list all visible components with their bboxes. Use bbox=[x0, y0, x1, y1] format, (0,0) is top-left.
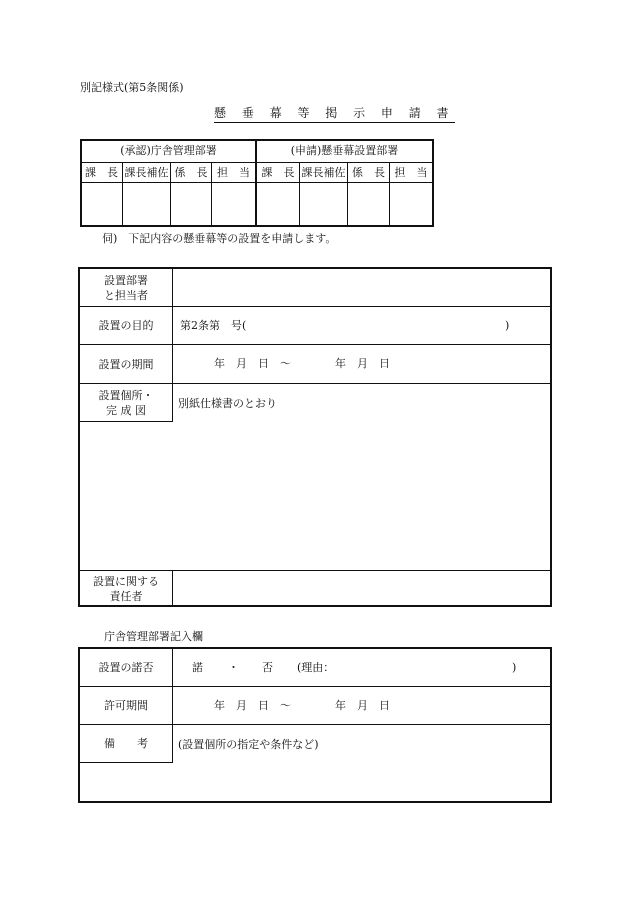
label-line: 責任者 bbox=[109, 589, 143, 603]
remarks-value: (設置個所の指定や条件など) bbox=[178, 738, 319, 751]
main-form-hline bbox=[79, 421, 173, 422]
option-separator: ・ bbox=[228, 661, 239, 674]
permit-period-value[interactable]: 年 月 日 〜 年 月 日 bbox=[214, 699, 390, 712]
form-title-text: 懸 垂 幕 等 掲 示 申 請 書 bbox=[214, 106, 455, 123]
approval-right-group-label: (申請)懸垂幕設置部署 bbox=[290, 144, 399, 157]
label-line: と担当者 bbox=[104, 288, 148, 302]
reason-field[interactable] bbox=[345, 651, 505, 684]
row-label-responsible bbox=[80, 571, 172, 606]
department-field[interactable] bbox=[174, 269, 550, 306]
label-line: 設置部署 bbox=[104, 273, 148, 287]
approval-col-label: 係 長 bbox=[352, 166, 385, 179]
approval-col-label: 課 長 bbox=[85, 166, 118, 179]
reason-label: (理由： bbox=[297, 661, 335, 674]
approval-col-label: 担 当 bbox=[394, 166, 428, 179]
request-statement: 伺) 下記内容の懸垂幕等の設置を申請します。 bbox=[102, 232, 337, 245]
row-label-purpose: 設置の目的 bbox=[98, 319, 154, 332]
main-form-vline bbox=[172, 268, 173, 422]
main-form-vline bbox=[172, 570, 173, 606]
approval-col-label: 課長補佐 bbox=[301, 166, 346, 179]
approval-hline-1 bbox=[80, 162, 434, 163]
purpose-value: 第2条第 号( bbox=[180, 319, 247, 332]
reason-end: ) bbox=[512, 661, 517, 674]
admin-section-heading: 庁舎管理部署記入欄 bbox=[104, 630, 203, 643]
row-label-remarks: 備 考 bbox=[104, 737, 148, 750]
row-label-location bbox=[80, 384, 172, 421]
approval-col-label: 課長補佐 bbox=[124, 166, 169, 179]
row-label-permit-period: 許可期間 bbox=[104, 699, 148, 712]
approval-col-label: 課 長 bbox=[261, 166, 295, 179]
row-label-approval: 設置の諾否 bbox=[98, 661, 154, 674]
purpose-field[interactable] bbox=[240, 309, 500, 342]
row-label-department bbox=[80, 269, 172, 306]
form-reference: 別記様式(第5条関係) bbox=[80, 81, 184, 94]
drawing-area[interactable] bbox=[174, 420, 550, 568]
approval-hline-2 bbox=[80, 182, 434, 183]
option-deny[interactable]: 否 bbox=[262, 661, 273, 674]
admin-vline bbox=[172, 648, 173, 763]
remarks-field[interactable] bbox=[174, 756, 550, 801]
period-value[interactable]: 年 月 日 〜 年 月 日 bbox=[214, 357, 390, 370]
admin-hline bbox=[79, 762, 173, 763]
row-label-period: 設置の期間 bbox=[98, 357, 154, 371]
form-title bbox=[214, 102, 455, 121]
location-value: 別紙仕様書のとおり bbox=[178, 397, 277, 410]
approval-left-group-label: (承認)庁舎管理部署 bbox=[120, 144, 217, 157]
label-line: 設置個所・ bbox=[98, 388, 154, 402]
responsible-field[interactable] bbox=[174, 572, 550, 605]
purpose-value-end: ) bbox=[505, 319, 510, 332]
label-line: 設置に関する bbox=[93, 574, 159, 588]
option-approve[interactable]: 諾 bbox=[192, 661, 203, 674]
approval-col-label: 係 長 bbox=[174, 166, 208, 179]
approval-col-label: 担 当 bbox=[217, 166, 250, 179]
label-line: 完 成 図 bbox=[106, 403, 146, 417]
